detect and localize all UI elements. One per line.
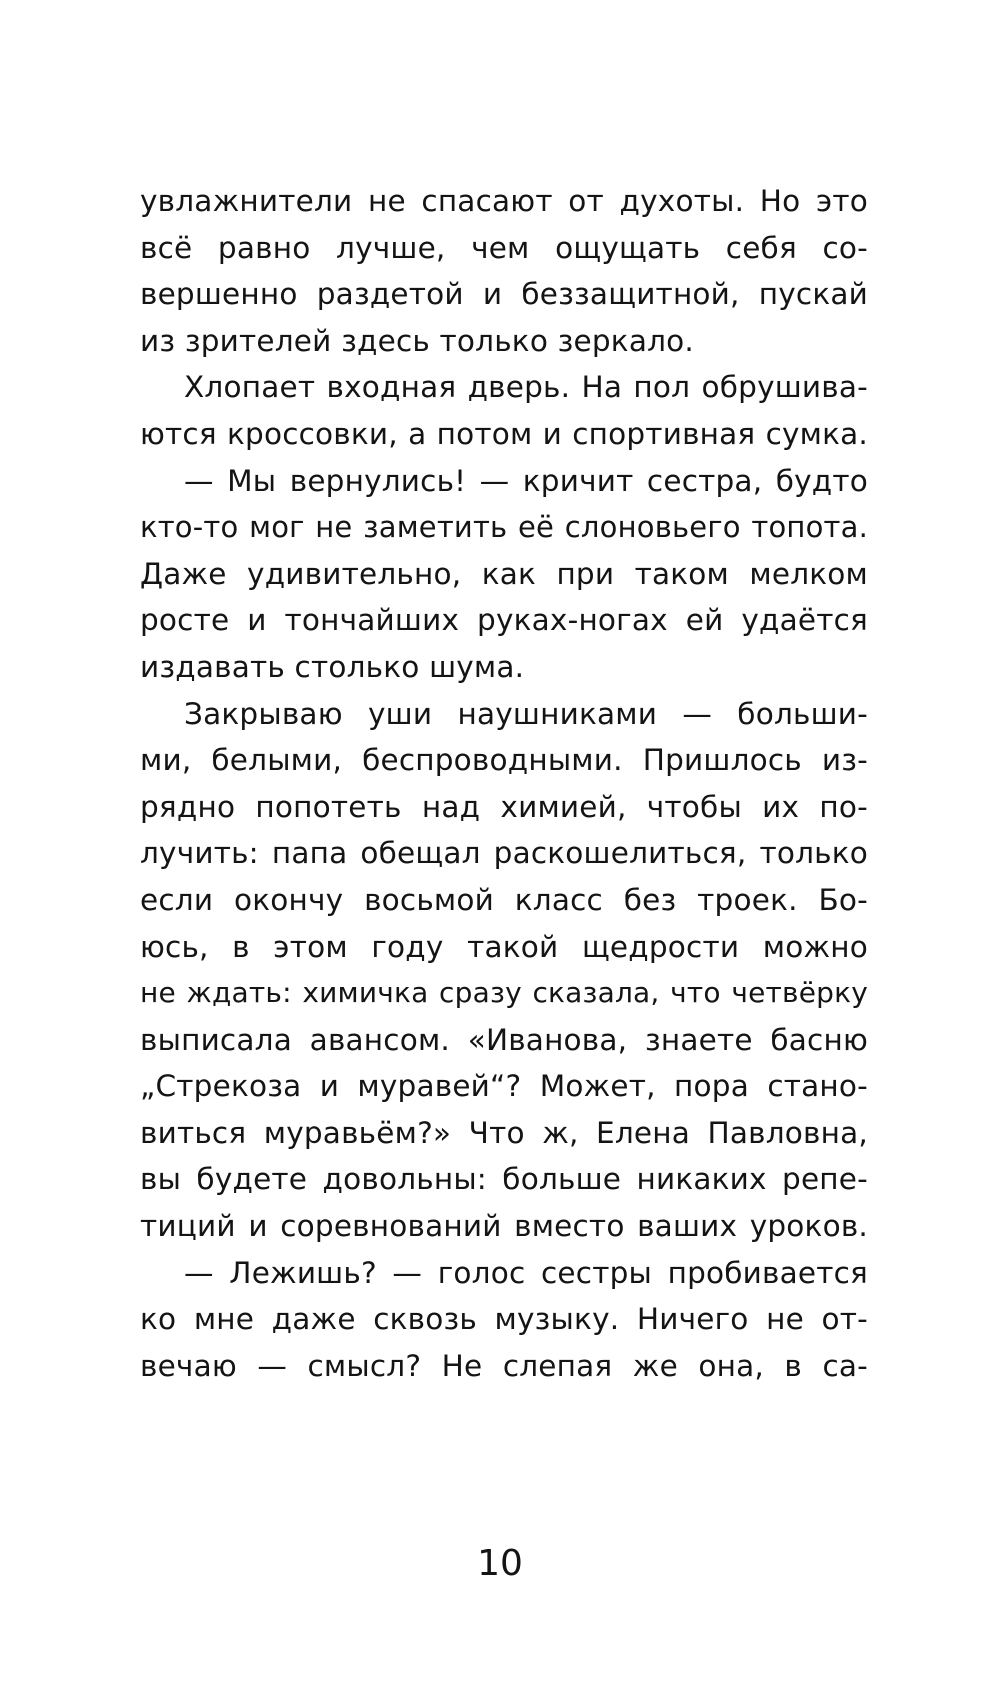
text-line: вечаю — смысл? Не слепая же она, в са- [140,1348,868,1383]
text-line: если окончу восьмой класс без троек. Бо- [140,882,868,917]
text-line: юсь, в этом году такой щедрости можно [140,929,868,964]
text-line: тиций и соревнований вместо ваших уроков. [140,1209,868,1244]
text-line: Закрываю уши наушниками — больши- [184,696,868,731]
text-line: Хлопает входная дверь. На пол обрушива- [184,370,868,405]
text-line: увлажнители не спасают от духоты. Но это [140,184,868,218]
text-line: не ждать: химичка сразу сказала, что четвёрку [140,976,868,1010]
text-line: лучить: папа обещал раскошелиться, только [140,836,868,871]
text-line: рядно попотеть над химией, чтобы их по- [140,789,868,824]
text-line: ми, белыми, беспроводными. Пришлось из- [140,743,868,778]
text-line: ко мне даже сквозь музыку. Ничего не от- [140,1302,868,1337]
body-text [140,178,868,1389]
text-line: виться муравьём?» Что ж, Елена Павловна, [140,1115,868,1150]
page-number: 10 [477,1543,523,1584]
text-line: ются кроссовки, а потом и спортивная сумка. [140,416,868,451]
text-line: выписала авансом. «Иванова, знаете басню [140,1022,868,1057]
text-line: всё равно лучше, чем ощущать себя со- [140,230,868,265]
text-line: росте и тончайших руках-ногах ей удаётся [140,603,868,638]
text-line: — Лежишь? — голос сестры пробивается [184,1255,868,1290]
text-line: издавать столько шума. [140,649,525,684]
text-line: кто-то мог не заметить её слоновьего топота. [140,510,868,545]
text-line: — Мы вернулись! — кричит сестра, будто [184,463,868,498]
text-line: „Стрекоза и муравей“? Может, пора стано- [140,1069,868,1104]
text-line: вы будете довольны: больше никаких репе- [140,1162,868,1197]
text-line: из зрителей здесь только зеркало. [140,323,694,358]
text-line: вершенно раздетой и беззащитной, пускай [140,277,868,312]
text-line: Даже удивительно, как при таком мелком [140,556,868,591]
